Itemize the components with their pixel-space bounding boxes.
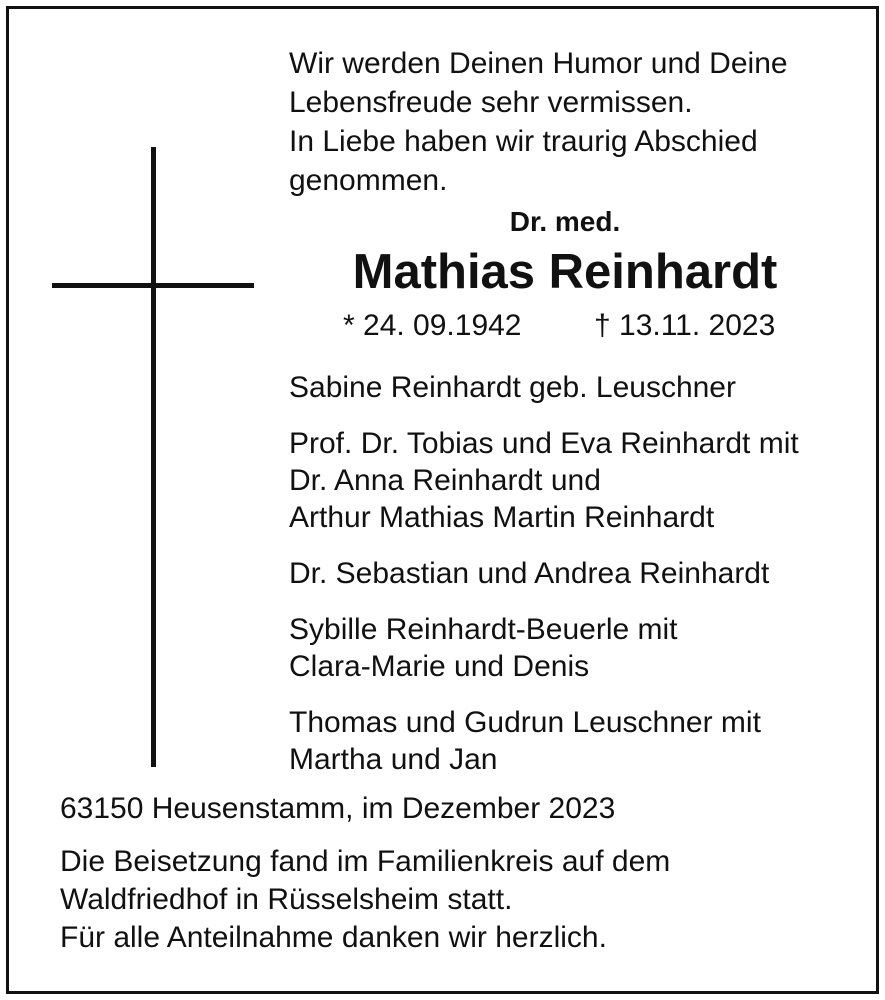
family-group: [289, 611, 859, 685]
family-group: [289, 704, 859, 778]
place-date: 63150 Heusenstamm, im Dezember 2023: [60, 792, 616, 825]
family-line: Martha und Jan: [289, 743, 498, 776]
family-line: Sybille Reinhardt-Beuerle mit: [289, 613, 678, 646]
closing-line: Die Beisetzung fand im Familienkreis auf dem: [60, 845, 671, 878]
family-line: Thomas und Gudrun Leuschner mit: [289, 706, 761, 739]
intro-text: [289, 44, 849, 200]
closing-line: Für alle Anteilnahme danken wir herzlich.: [60, 921, 607, 954]
family-line: Prof. Dr. Tobias und Eva Reinhardt mit: [289, 427, 799, 460]
family-group: [289, 425, 859, 536]
intro-line: Lebensfreude sehr vermissen.: [289, 86, 693, 119]
family-line: Dr. Sebastian und Andrea Reinhardt: [289, 557, 770, 590]
family-line: Sabine Reinhardt geb. Leuschner: [289, 371, 736, 404]
family-line: Dr. Anna Reinhardt und: [289, 464, 601, 497]
deceased-name: Mathias Reinhardt: [352, 245, 778, 299]
death-date: † 13.11. 2023: [594, 309, 776, 342]
closing-text: [60, 843, 840, 957]
birth-date: * 24. 09.1942: [343, 309, 522, 342]
closing-line: Waldfriedhof in Rüsselsheim statt.: [60, 883, 513, 916]
intro-line: Wir werden Deinen Humor und Deine: [289, 47, 788, 80]
cross-icon-horizontal-bar: [52, 283, 254, 288]
family-line: Clara-Marie und Denis: [289, 650, 590, 683]
intro-line: In Liebe haben wir traurig Abschied: [289, 125, 758, 158]
deceased-title: Dr. med.: [509, 206, 621, 237]
family-line: Arthur Mathias Martin Reinhardt: [289, 501, 715, 534]
family-group: [289, 555, 859, 592]
intro-line: genommen.: [289, 164, 448, 197]
family-list: [289, 369, 859, 797]
family-group: [289, 369, 859, 406]
cross-icon-vertical-bar: [151, 147, 156, 767]
